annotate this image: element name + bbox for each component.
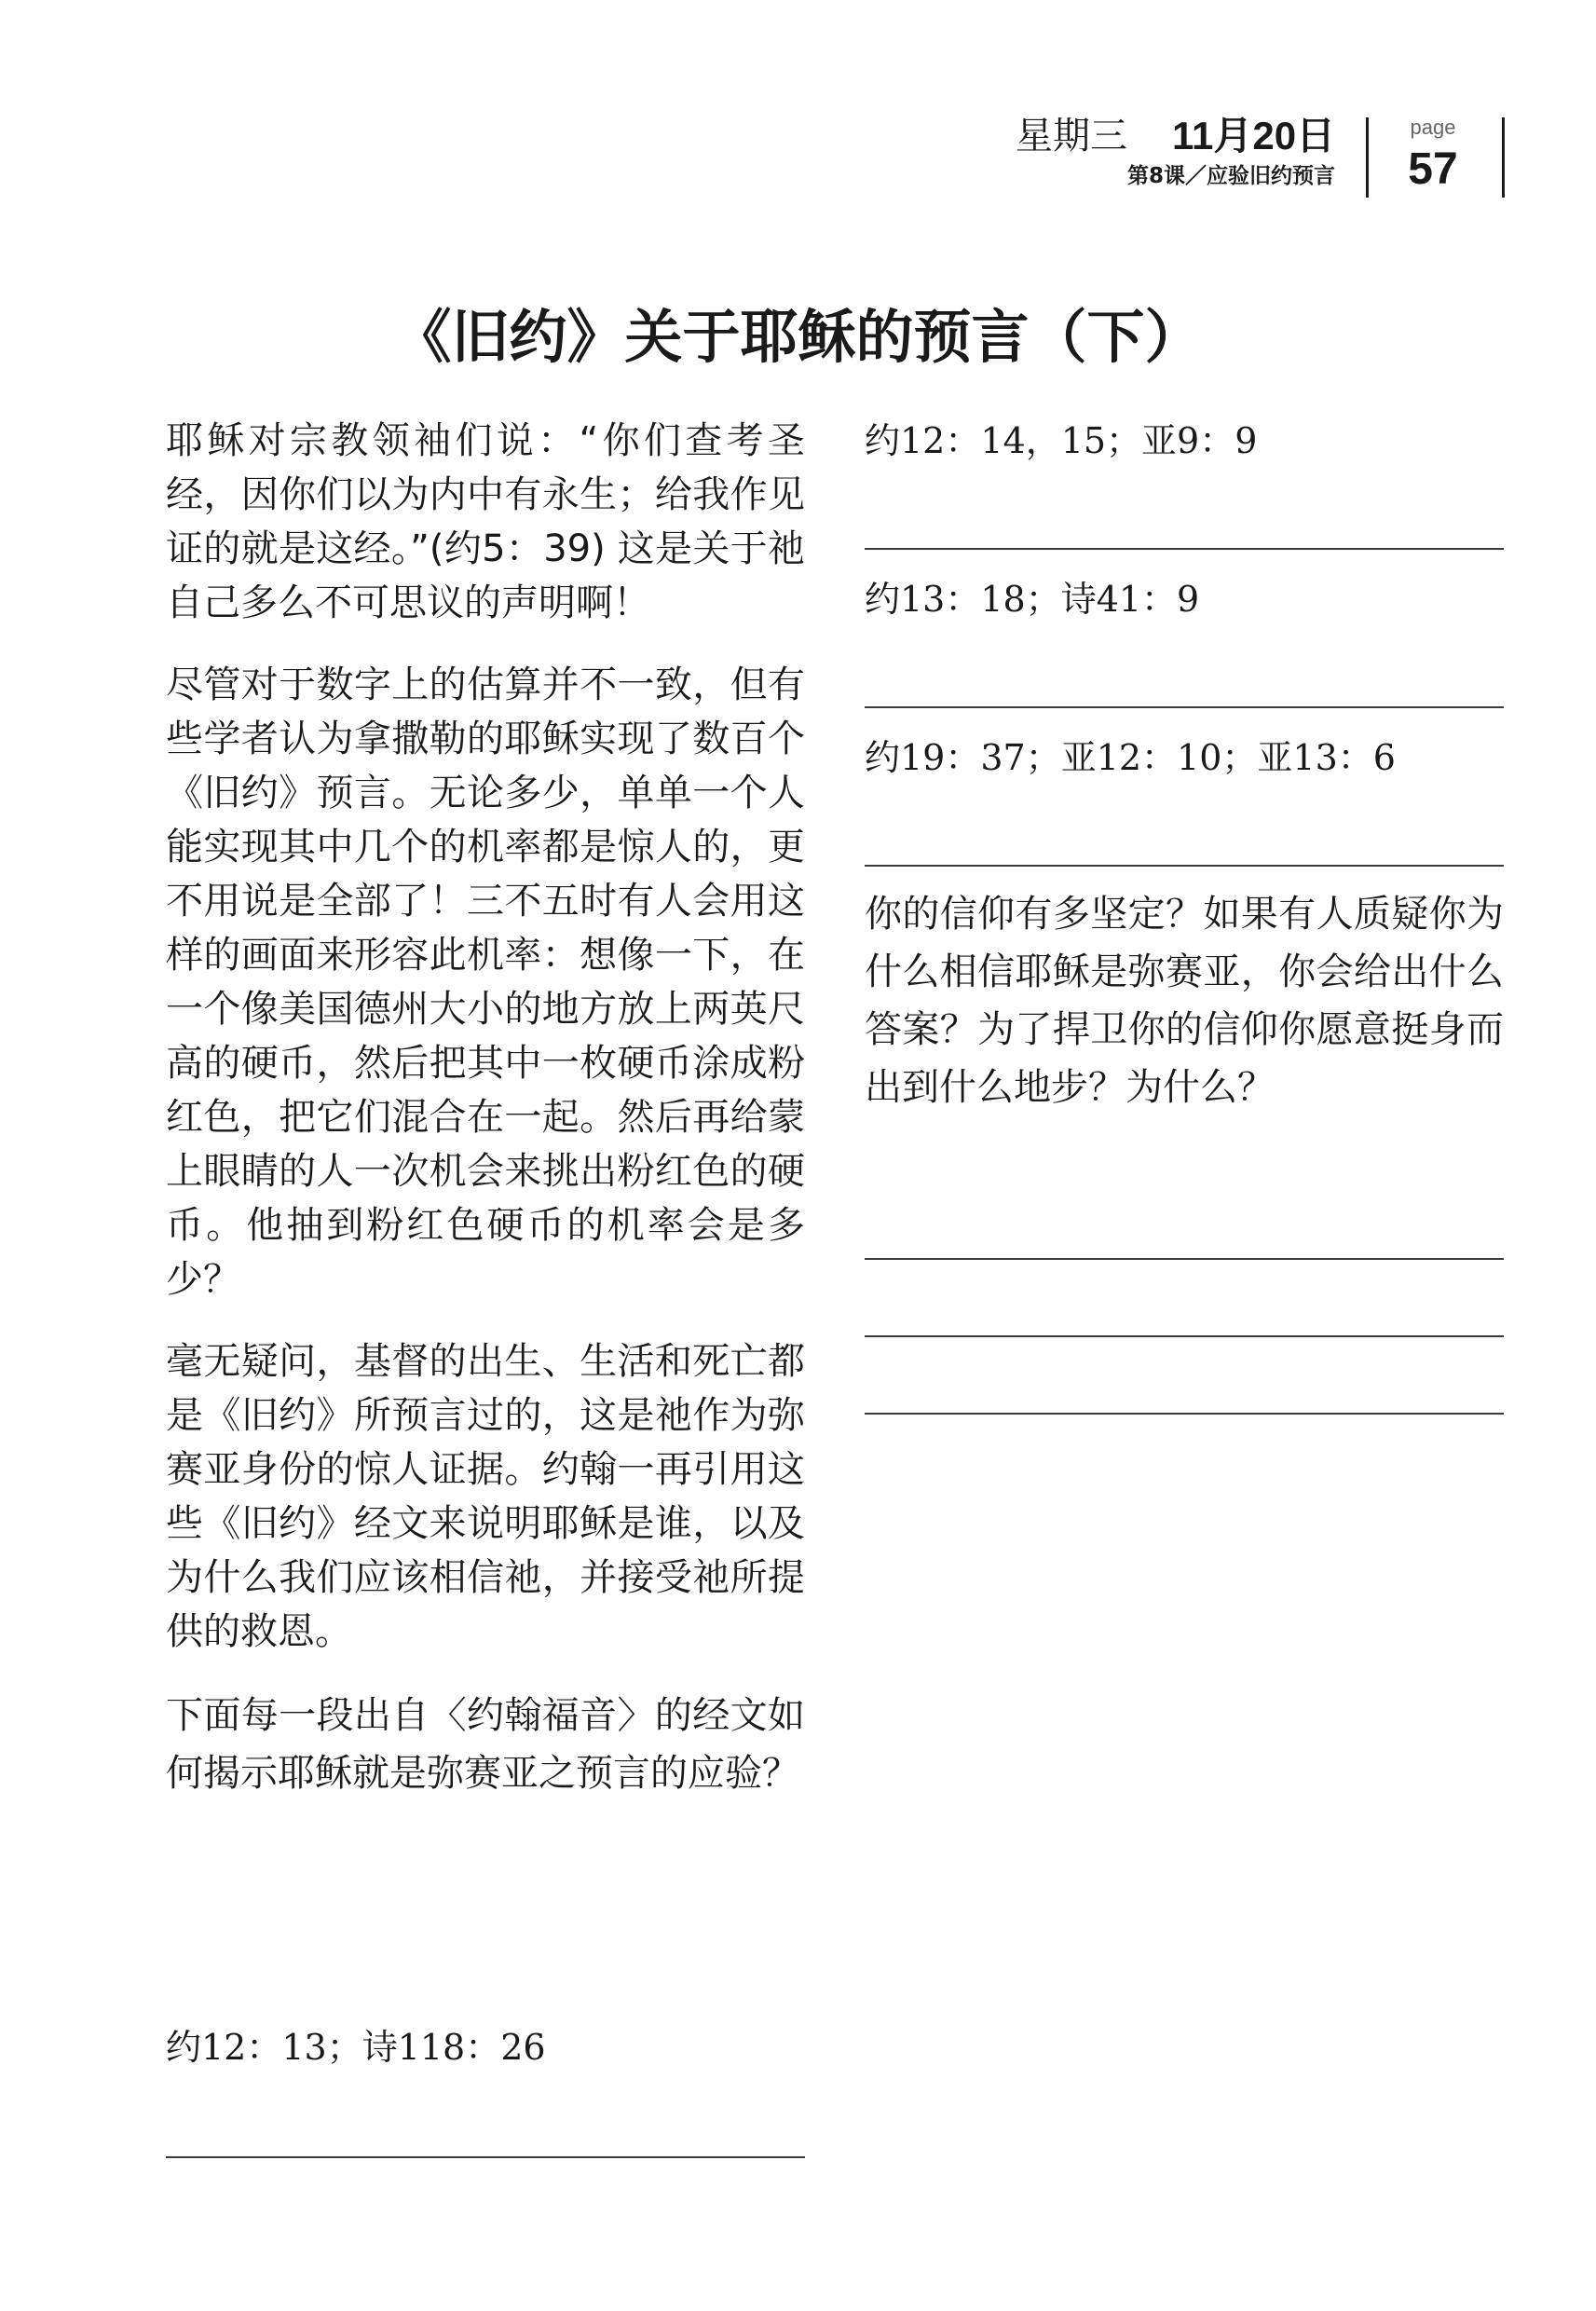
page-number: 57 (1408, 144, 1458, 194)
header-lesson: 第8课／应验旧约预言 (1126, 164, 1335, 188)
answer-line-1[interactable] (166, 2156, 805, 2158)
answer-line-7[interactable] (865, 1413, 1504, 1415)
study-prompt: 下面每一段出自〈约翰福音〉的经文如何揭示耶稣就是弥赛亚之预言的应验？ (166, 1694, 805, 1795)
body-paragraph-3: 毫无疑问，基督的出生、生活和死亡都是《旧约》所预言过的，这是祂作为弥赛亚身份的惊人证据。约翰一再引用这些《旧约》经文来说明耶稣是谁，以及为什么我们应该相信祂，并接受祂所提供的救恩。 (166, 1340, 805, 1653)
answer-line-3[interactable] (865, 706, 1504, 708)
scripture-reference-2: 约12：14，15；亚9：9 (865, 420, 1258, 461)
scripture-reference-3: 约13：18；诗41：9 (865, 579, 1200, 620)
header-edge-rule (1502, 117, 1505, 198)
scripture-reference-4: 约19：37；亚12：10；亚13：6 (865, 737, 1396, 778)
answer-line-5[interactable] (865, 1258, 1504, 1260)
header-day: 星期三 (1016, 115, 1127, 157)
reflection-question: 你的信仰有多坚定？如果有人质疑你为什么相信耶稣是弥赛亚，你会给出什么答案？为了捍卫你的信仰你愿意挺身而出到什么地步？为什么？ (865, 893, 1504, 1109)
header-date: 11月20日 (1172, 114, 1336, 157)
body-paragraph-1: 耶稣对宗教领袖们说：“你们查考圣经，因你们以为内中有永生；给我作见证的就是这经。”(约5：39) 这是关于祂自己多么不可思议的声明啊！ (166, 419, 805, 624)
left-column (166, 414, 805, 1828)
scripture-reference-1: 约12：13；诗118：26 (166, 2027, 546, 2068)
header-divider (1366, 117, 1369, 198)
page-title: 《旧约》关于耶稣的预言（下） (393, 303, 1203, 371)
answer-line-6[interactable] (865, 1335, 1504, 1337)
answer-line-4[interactable] (865, 865, 1504, 867)
body-paragraph-2: 尽管对于数字上的估算并不一致，但有些学者认为拿撒勒的耶稣实现了数百个《旧约》预言。无论多少，单单一个人能实现其中几个的机率都是惊人的，更不用说是全部了！三不五时有人会用这样的画面来形容此机率：想像一下，在一个像美国德州大小的地方放上两英尺高的硬币，然后把其中一枚硬币涂成粉红色，把它们混合在一起。然后再给蒙上眼睛的人一次机会来挑出粉红色的硬币。他抽到粉红色硬币的机率会是多少？ (166, 663, 805, 1301)
page-label: page (1410, 116, 1456, 139)
answer-line-2[interactable] (865, 548, 1504, 550)
